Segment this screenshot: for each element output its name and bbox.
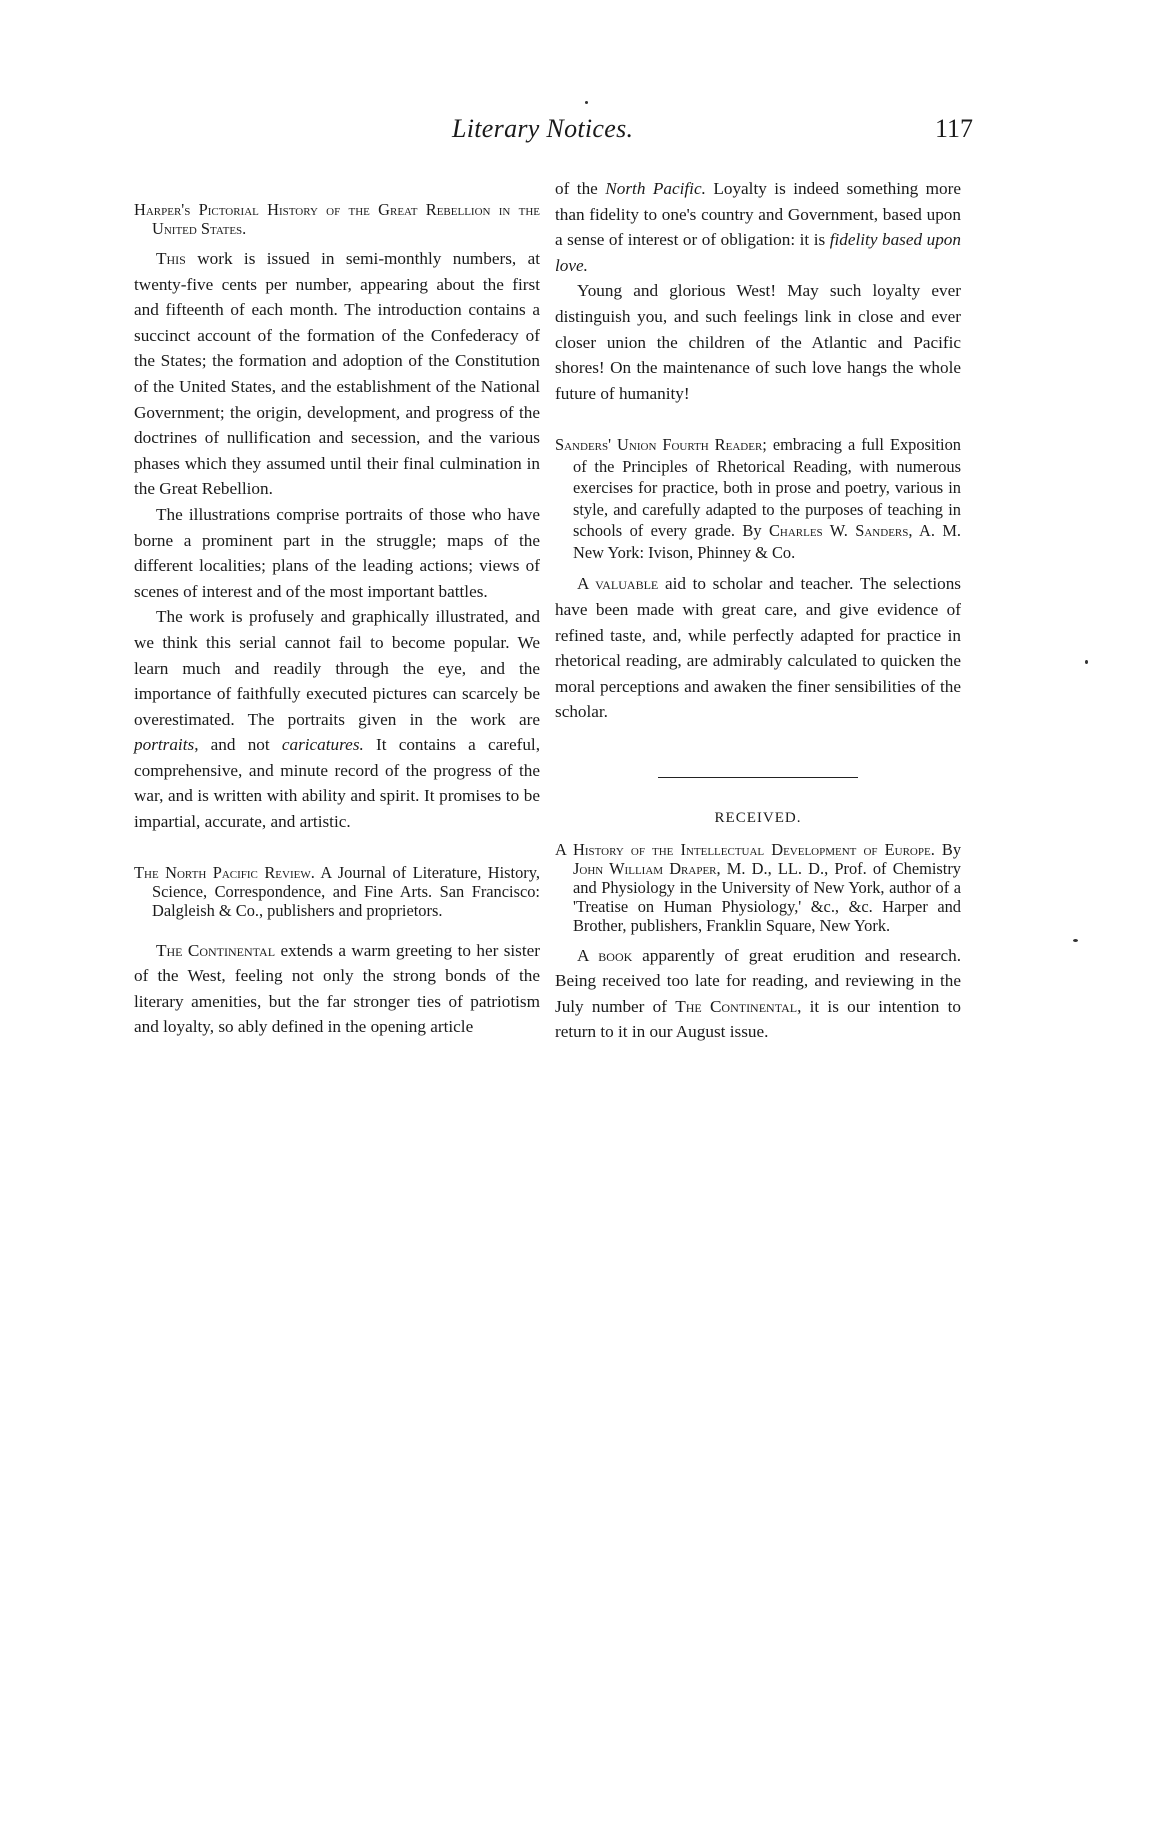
lead-words: A valuable [577,574,659,594]
paragraph [134,604,540,834]
paragraph-text: , it is our intention to return to it in our August issue. [555,996,961,1042]
paragraph: Young and glorious West! May such loyalty ever distinguish you, and such feelings link in close and ever closer union the children of the Atlantic and Pacific shores! On the maintenance of such love hangs the whole future of humanity! [555,281,961,403]
heading-text: embracing a full Exposition of the Principles of Rhetorical Reading, with numerous exercises for practice, both in prose and poetry, various in style, and carefully adapted to the purposes of teaching in schools of every grade. By [573,435,961,541]
paragraph-text: aid to scholar and teacher. The selections have been made with great care, and give evidence of refined taste, and, while perfectly adapted for practice in rhetorical reading, are admirably calculated to quicken the moral perceptions and awaken the finer sensibilities of the scholar. [555,574,961,722]
left-column [134,200,540,1040]
print-speck [585,101,588,104]
publication-name: The Continental [675,996,798,1016]
paragraph [555,943,961,1045]
print-speck [1073,939,1078,942]
lead-words: The Continental [156,940,276,960]
paragraph [134,938,540,1040]
lead-words: A book [577,945,633,965]
heading-text: A Journal of Literature, History, Science, Correspondence, and Fine Arts. San Francisco: Dalgleish & Co., publishers and proprietors. [152,862,540,920]
emphasis: portraits [134,735,195,755]
paragraph-text: of the [555,179,606,198]
received-heading: RECEIVED. [714,809,802,826]
heading-text: , A. M. New York: Ivison, Phinney & Co. [573,521,962,562]
emphasis: fidelity based upon love. [555,230,961,275]
paragraph [555,571,961,725]
author-name: John William Draper [573,858,717,878]
running-header-title: Literary Notices. [452,114,634,143]
emphasis: caricatures. [281,735,364,755]
title-words: History of the Intellectual Development of Europe. [573,839,935,859]
paragraph-text: Loyalty is indeed something more than fidelity to one's country and Government, based upon a sense of interest or of obligation: it is [555,179,961,250]
page-number: 117 [935,114,974,143]
emphasis: North Pacific. [605,179,706,198]
entry-heading-harpers: Harper's Pictorial History of the Great Rebellion in the United States. [134,200,540,238]
title-words: Sanders' Union Fourth Reader; [555,435,767,455]
paragraph-text: The work is profusely and graphically illustrated, and we think this serial cannot fail to become popular. We learn much and readily through the eye, and the importance of faithfully executed pictures can scarcely be overestimated. The portraits given in the work are [134,607,540,729]
print-speck [1085,660,1088,664]
title-words: The North Pacific Review. [134,862,315,882]
paragraph-text: extends a warm greeting to her sister of the West, feeling not only the strong bonds of the literary amenities, but the far stronger ties of patriotism and loyalty, so ably defined in the opening article [134,940,540,1037]
paragraph-text: , and not [194,735,282,755]
right-column [555,176,961,1045]
paragraph-text: work is issued in semi-monthly numbers, at twenty-five cents per number, appearing about the first and fifteenth of each month. The introduction contains a succinct account of the formation of the Confederacy of the States; the formation and adoption of the Constitution of the United States, and the establishment of the National Government; the origin, development, and progress of the doctrines of nullification and secession, and the various phases which they assumed until their final culmination in the Great Rebellion. [134,249,540,499]
paragraph: The illustrations comprise portraits of those who have borne a prominent part in the struggle; maps of the different localities; plans of the leading actions; views of scenes of interest and of the most important battles. [134,504,540,601]
entry-heading-draper [555,840,961,935]
paragraph-continued [555,176,961,278]
paragraph-text: apparently of great erudition and research. Being received too late for reading, and reviewing in the July number of [555,945,961,1016]
entry-heading-north-pacific [134,863,540,920]
author-name: Charles W. Sanders [768,521,909,541]
lead-words: This [156,249,186,268]
entry-heading-sanders [555,434,961,563]
heading-text: , M. D., LL. D., Prof. of Chemistry and Physiology in the University of New York, author of a 'Treatise on Human Physiology,' &c., &c. Harper and Brother, publishers, Franklin Square, New York. [573,858,961,935]
paragraph-text: It contains a careful, comprehensive, and minute record of the progress of the war, and is written with ability and spirit. It promises to be impartial, accurate, and artistic. [134,735,541,832]
section-divider [658,777,858,778]
paragraph [134,246,540,502]
heading-text: By [934,839,962,859]
heading-text: A [555,839,574,859]
